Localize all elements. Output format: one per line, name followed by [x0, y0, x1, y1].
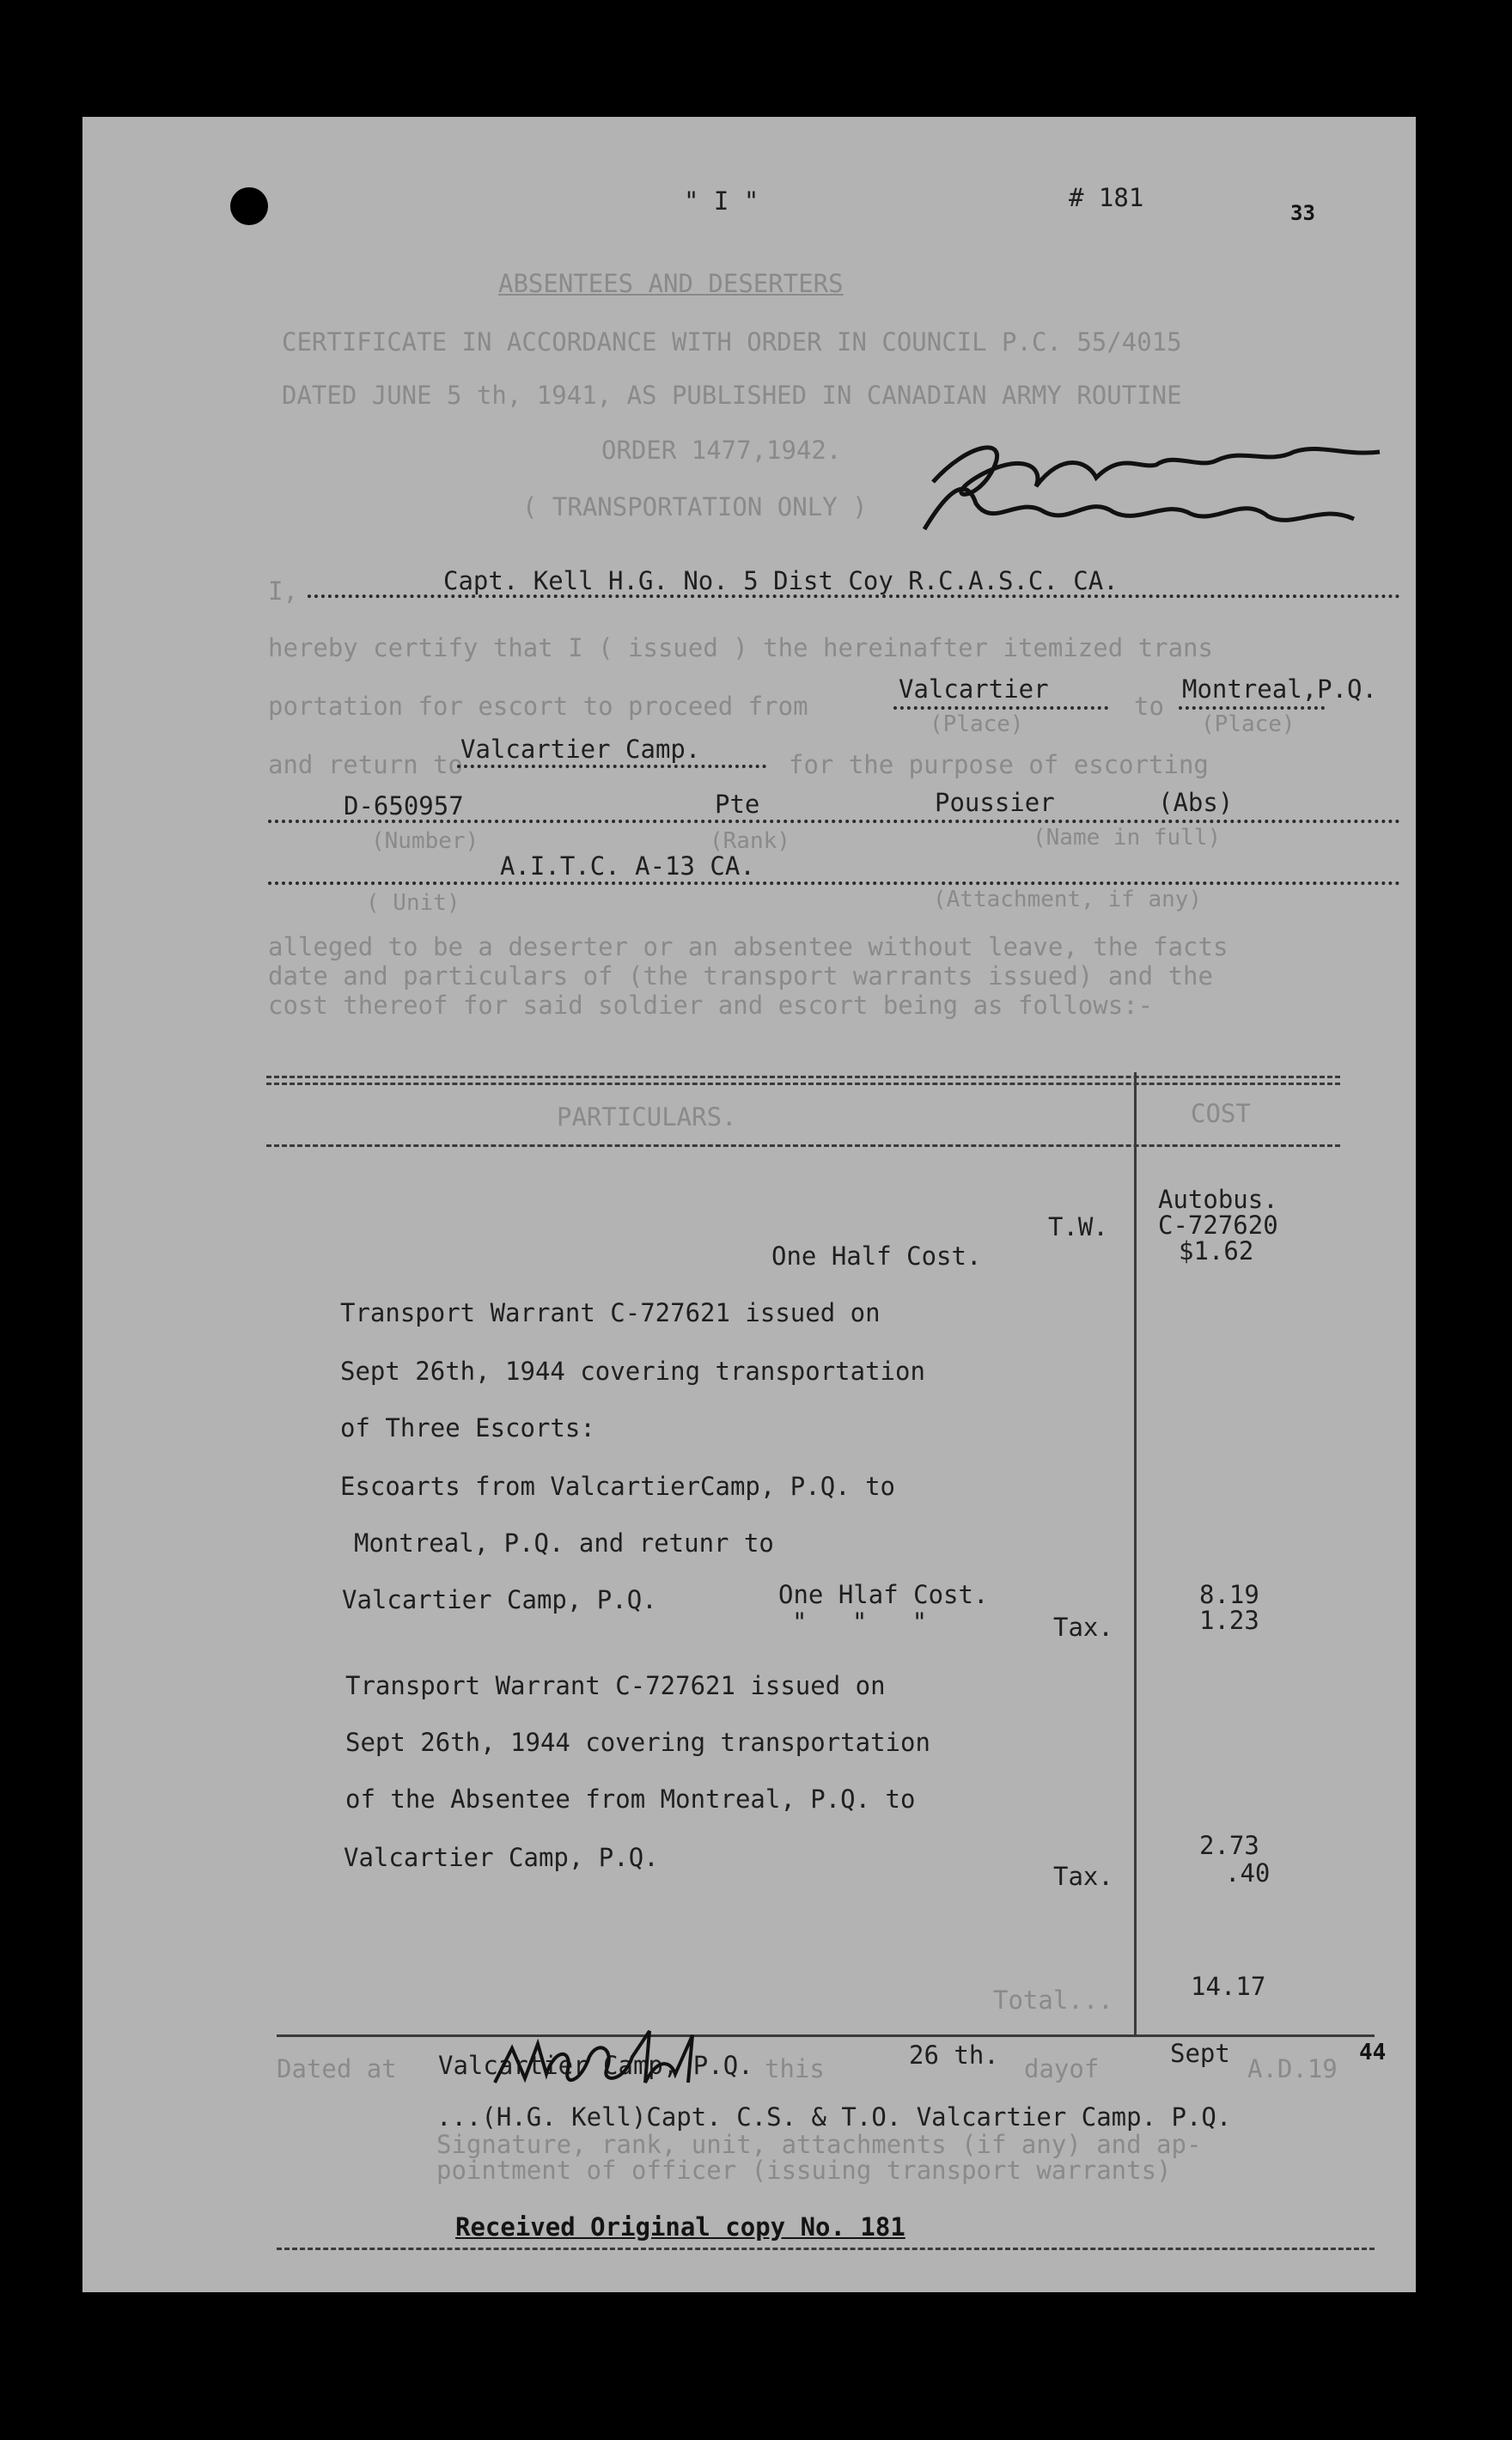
- item1-line-5: Montreal, P.Q. and retunr to: [354, 1528, 774, 1558]
- one-half-cost: One Half Cost.: [771, 1241, 982, 1271]
- document-page: [82, 117, 1416, 2292]
- dated-day: 26 th.: [909, 2040, 999, 2070]
- attachment-caption: (Attachment, if any): [933, 887, 1203, 912]
- item1-line-1: Transport Warrant C-727621 issued on: [340, 1298, 881, 1327]
- unit-dotted-line: [268, 881, 1400, 885]
- dated-at-label: Dated at: [277, 2054, 397, 2083]
- from-dotted-line: [893, 706, 1108, 710]
- from-place: Valcartier: [899, 674, 1049, 704]
- cost-header: COST: [1191, 1099, 1251, 1128]
- dayof-label: dayof: [1024, 2054, 1100, 2083]
- purpose-text: for the purpose of escorting: [789, 750, 1209, 779]
- approval-signature: [916, 418, 1397, 538]
- item1-line-6: Valcartier Camp, P.Q.: [342, 1585, 657, 1614]
- item1-tax: 1.23: [1199, 1606, 1259, 1635]
- soldier-name: Poussier: [935, 788, 1055, 817]
- to-word: to: [1134, 692, 1164, 721]
- autobus-warrant-number: C-727620: [1158, 1211, 1278, 1240]
- item1-line-4: Escoarts from ValcartierCamp, P.Q. to: [340, 1472, 896, 1501]
- autobus-label: Autobus.: [1158, 1185, 1278, 1214]
- header-line-4: ( TRANSPORTATION ONLY ): [522, 492, 868, 522]
- item2-line-2: Sept 26th, 1944 covering transportation: [345, 1728, 930, 1757]
- i-label: I,: [268, 576, 298, 606]
- this-label: this: [765, 2054, 825, 2083]
- to-dotted-line: [1179, 706, 1325, 710]
- to-place-caption: (Place): [1201, 711, 1296, 737]
- officer-name: Capt. Kell H.G. No. 5 Dist Coy R.C.A.S.C. CA.: [443, 566, 1119, 595]
- header-line-3: ORDER 1477,1942.: [601, 436, 842, 465]
- rank-caption: (Rank): [710, 828, 790, 854]
- allegation-line-1: alleged to be a deserter or an absentee without leave, the facts: [268, 932, 1228, 961]
- particulars-header: PARTICULARS.: [557, 1102, 737, 1132]
- table-top-rule: [266, 1076, 1340, 1078]
- header-line-1: CERTIFICATE IN ACCORDANCE WITH ORDER IN COUNCIL P.C. 55/4015: [282, 327, 1182, 357]
- signature-caption-1: Signature, rank, unit, attachments (if any) and ap-: [436, 2130, 1202, 2159]
- item1-cost: 8.19: [1199, 1580, 1259, 1609]
- page-bottom-rule: [277, 2248, 1375, 2250]
- soldier-status: (Abs): [1158, 788, 1234, 817]
- tw-label: T.W.: [1048, 1212, 1108, 1241]
- item2-tax: .40: [1225, 1858, 1271, 1888]
- certify-text: hereby certify that I ( issued ) the hereinafter itemized trans: [268, 633, 1213, 662]
- form-letter: " I ": [684, 186, 759, 216]
- table-top-rule-2: [266, 1083, 1340, 1085]
- item2-cost: 2.73: [1199, 1831, 1259, 1860]
- item2-tax-label: Tax.: [1053, 1862, 1113, 1891]
- item2-line-4: Valcartier Camp, P.Q.: [344, 1843, 659, 1872]
- return-dotted-line: [457, 765, 766, 768]
- return-place: Valcartier Camp.: [460, 735, 701, 764]
- signature-line: ...(H.G. Kell)Capt. C.S. & T.O. Valcartier Camp. P.Q.: [436, 2102, 1232, 2132]
- soldier-unit: A.I.T.C. A-13 CA.: [500, 851, 755, 881]
- item1-ditto-marks: " " ": [792, 1607, 928, 1637]
- soldier-number: D-650957: [344, 791, 464, 820]
- item2-line-1: Transport Warrant C-727621 issued on: [345, 1671, 886, 1700]
- officer-signature: [486, 2022, 744, 2100]
- item1-tax-label: Tax.: [1053, 1613, 1113, 1642]
- allegation-line-3: cost thereof for said soldier and escort being as follows:-: [268, 991, 1154, 1020]
- punch-hole: [230, 187, 268, 225]
- signature-caption-2: pointment of officer (issuing transport warrants): [436, 2156, 1172, 2185]
- header-line-2: DATED JUNE 5 th, 1941, AS PUBLISHED IN CANADIAN ARMY ROUTINE: [282, 381, 1182, 410]
- total-cost: 14.17: [1191, 1972, 1266, 2001]
- dated-year: 44: [1359, 2040, 1387, 2065]
- autobus-cost: $1.62: [1179, 1236, 1254, 1266]
- to-place: Montreal,P.Q.: [1182, 674, 1377, 704]
- page-number: 33: [1290, 201, 1315, 225]
- number-caption: (Number): [371, 828, 479, 854]
- item1-line-2: Sept 26th, 1944 covering transportation: [340, 1357, 925, 1386]
- file-number: # 181: [1069, 183, 1144, 212]
- ad-label: A.D.19: [1247, 2054, 1338, 2083]
- dated-month: Sept: [1170, 2039, 1230, 2068]
- allegation-line-2: date and particulars of (the transport warrants issued) and the: [268, 961, 1213, 991]
- dated-place: Valcartier Camp, P.Q.: [438, 2051, 753, 2080]
- item1-line-3: of Three Escorts:: [340, 1413, 595, 1443]
- soldier-rank: Pte: [715, 790, 760, 819]
- cost-column-divider: [1134, 1072, 1137, 2034]
- header-bottom-rule: [266, 1144, 1340, 1147]
- item1-half-cost-note: One Hlaf Cost.: [778, 1580, 989, 1609]
- total-label: Total...: [993, 1986, 1113, 2015]
- item2-line-3: of the Absentee from Montreal, P.Q. to: [345, 1784, 916, 1814]
- from-place-caption: (Place): [930, 711, 1024, 737]
- table-bottom-rule: [277, 2034, 1375, 2037]
- name-caption: (Name in full): [1033, 825, 1222, 851]
- proceed-text: portation for escort to proceed from: [268, 692, 808, 721]
- unit-caption: ( Unit): [366, 890, 460, 916]
- received-note: Received Original copy No. 181: [455, 2212, 905, 2242]
- return-text: and return to: [268, 750, 463, 779]
- form-title: ABSENTEES AND DESERTERS: [498, 269, 844, 298]
